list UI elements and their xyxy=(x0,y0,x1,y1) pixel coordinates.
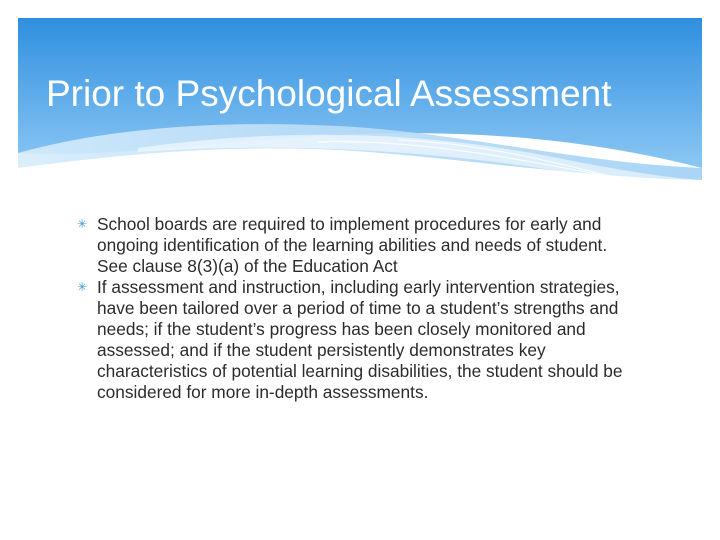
bullet-item xyxy=(77,214,637,277)
bullet-list xyxy=(77,214,637,403)
title-banner xyxy=(18,18,702,200)
bullet-text: If assessment and instruction, including early intervention strategies, have been tailored over a period of time to a student’s strengths and needs; if the student’s progress has been closely monitored and assessed; and if the student persistently demonstrates key characteristics of potential learning disabilities, the student should be considered for more in-depth assessments. xyxy=(97,277,623,402)
bullet-item xyxy=(77,277,637,403)
slide-title: Prior to Psychological Assessment xyxy=(46,73,612,114)
asterisk-bullet-icon: ✳ xyxy=(77,217,88,231)
bullet-text: School boards are required to implement procedures for early and ongoing identification of the learning abilities and needs of student. See clause 8(3)(a) of the Education Act xyxy=(97,214,608,276)
asterisk-bullet-icon: ✳ xyxy=(77,280,88,294)
